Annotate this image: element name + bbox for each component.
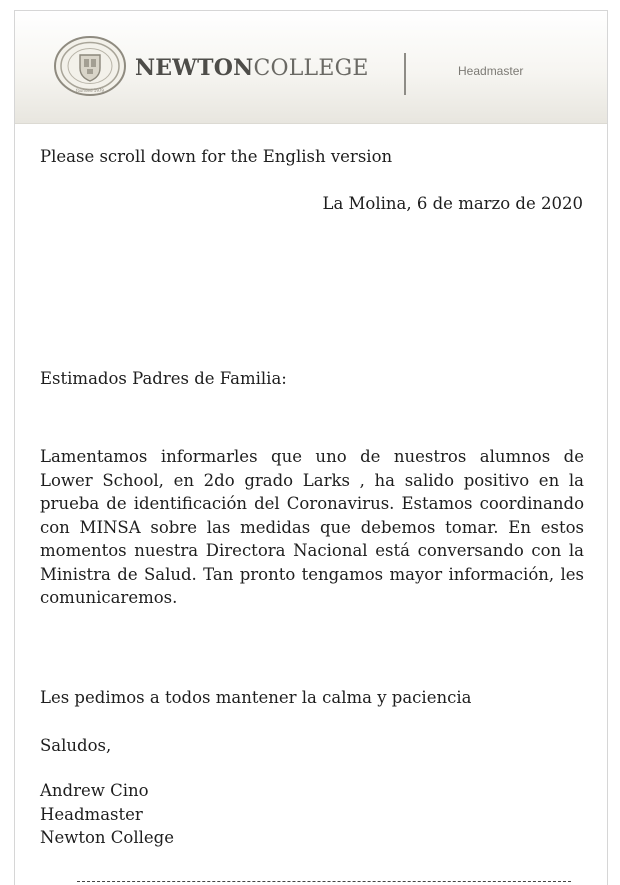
college-name-light: COLLEGE	[253, 56, 369, 81]
date-line: La Molina, 6 de marzo de 2020	[322, 194, 583, 213]
college-name-bold: NEWTON	[135, 55, 254, 81]
greeting: Estimados Padres de Familia:	[40, 369, 287, 388]
request-line: Les pedimos a todos mantener la calma y paciencia	[40, 688, 472, 707]
closing: Saludos,	[40, 736, 112, 755]
main-paragraph: Lamentamos informarles que uno de nuestros alumnos de Lower School, en 2do grado Larks , ha salido positivo en la prueba de identificación del Coronavirus. Estamos coordinando con MINSA sobre las medidas que debemos tomar. En estos momentos nuestra Directora Nacional está conversando con la Ministra de Salud. Tan pronto tengamos mayor información, les comunicaremos.	[40, 447, 584, 607]
header-divider	[404, 53, 406, 95]
dashed-separator	[77, 881, 571, 882]
college-seal-logo	[53, 35, 127, 97]
scroll-note: Please scroll down for the English version	[40, 147, 393, 166]
signature-name: Andrew Cino	[40, 781, 149, 800]
letterhead	[15, 11, 607, 124]
seal-caption: founded 1979	[76, 88, 104, 93]
signature-title: Headmaster	[40, 804, 143, 824]
signature-block	[40, 779, 584, 850]
college-name	[135, 55, 369, 81]
letter-page	[14, 10, 608, 885]
header-role: Headmaster	[458, 64, 524, 78]
signature-organization: Newton College	[40, 828, 174, 847]
